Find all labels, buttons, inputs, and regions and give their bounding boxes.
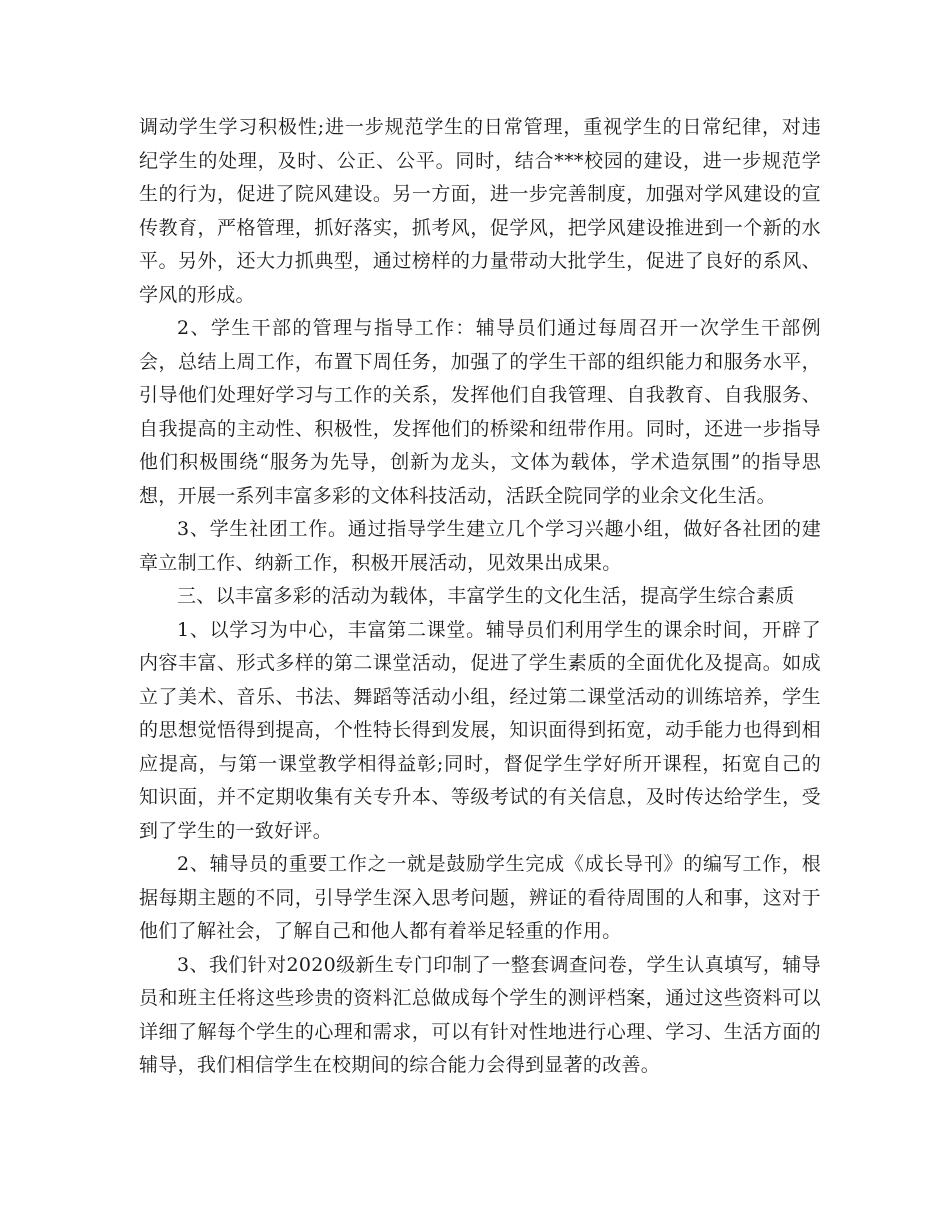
- paragraph-second-classroom: 1、以学习为中心，丰富第二课堂。辅导员们利用学生的课余时间，开辟了内容丰富、形式多样的第二课堂活动，促进了学生素质的全面优化及提高。如成立了美术、音乐、书法、舞蹈等活动小组，经过第二课堂活动的训练培养，学生的思想觉悟得到提高，个性特长得到发展，知识面得到拓宽，动手能力也得到相应提高，与第一课堂教学相得益彰;同时，督促学生学好所开课程，拓宽自己的知识面，并不定期收集有关专升本、等级考试的有关信息，及时传达给学生，受到了学生的一致好评。: [139, 618, 821, 842]
- section-heading-activities: 三、以丰富多彩的活动为载体，丰富学生的文化生活，提高学生综合素质: [177, 585, 795, 607]
- paragraph-student-clubs: 3、学生社团工作。通过指导学生建立几个学习兴趣小组，做好各社团的建章立制工作、纳新工作，积极开展活动，见效果出成果。: [139, 518, 821, 574]
- paragraph-student-cadres: 2、学生干部的管理与指导工作：辅导员们通过每周召开一次学生干部例会，总结上周工作，布置下周任务，加强了的学生干部的组织能力和服务水平，引导他们处理好学习与工作的关系，发挥他们自我管理、自我教育、自我服务、自我提高的主动性、积极性，发挥他们的桥梁和纽带作用。同时，还进一步指导他们积极围绕“服务为先导，创新为龙头，文体为载体，学术造氛围”的指导思想，开展一系列丰富多彩的文体科技活动，活跃全院同学的业余文化生活。: [139, 317, 821, 507]
- paragraph-survey: 3、我们针对2020级新生专门印制了一整套调查问卷，学生认真填写，辅导员和班主任将这些珍贵的资料汇总做成每个学生的测评档案，通过这些资料可以详细了解每个学生的心理和需求，可以有针对性地进行心理、学习、生活方面的辅导，我们相信学生在校期间的综合能力会得到显著的改善。: [139, 953, 821, 1076]
- paragraph-growth-journal: 2、辅导员的重要工作之一就是鼓励学生完成《成长导刊》的编写工作，根据每期主题的不同，引导学生深入思考问题，辨证的看待周围的人和事，这对于他们了解社会，了解自己和他人都有着举足轻重的作用。: [139, 853, 821, 942]
- document-body: [139, 111, 821, 1083]
- paragraph-continuation: 调动学生学习积极性;进一步规范学生的日常管理，重视学生的日常纪律，对违纪学生的处理，及时、公正、公平。同时，结合***校园的建设，进一步规范学生的行为，促进了院风建设。另一方面，进一步完善制度，加强对学风建设的宣传教育，严格管理，抓好落实，抓考风，促学风，把学风建设推进到一个新的水平。另外，还大力抓典型，通过榜样的力量带动大批学生，促进了良好的系风、学风的形成。: [139, 116, 821, 306]
